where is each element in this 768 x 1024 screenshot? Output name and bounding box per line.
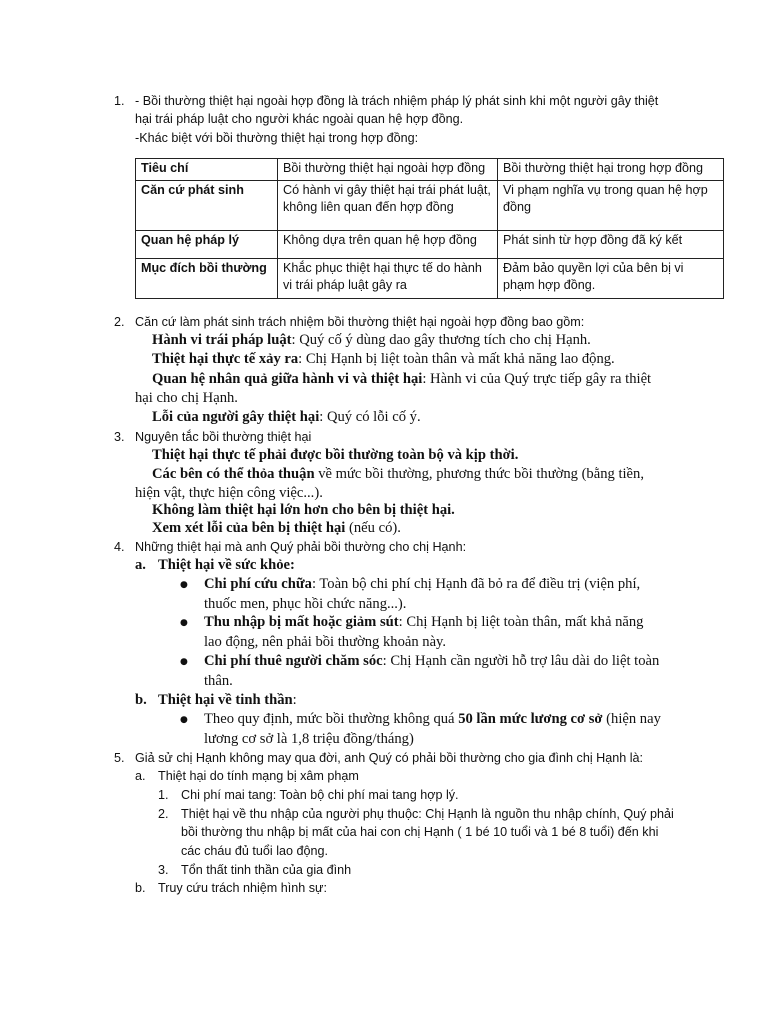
item-3-number: 3.	[114, 430, 125, 444]
item-3-point-a: Thiệt hại thực tế phải được bồi thường toàn bộ và kịp thời.	[152, 447, 519, 463]
item-2-number: 2.	[114, 315, 125, 329]
item-5a-sub-3-label: 3.	[158, 863, 169, 877]
item-5a-sub-2-line-2: bồi thường thu nhập bị mất của hai con chị Hạnh ( 1 bé 10 tuổi và 1 bé 8 tuổi) đến khi	[181, 825, 659, 839]
item-1-line-1: - Bồi thường thiệt hại ngoài hợp đồng là trách nhiệm pháp lý phát sinh khi một người gây thiệt	[135, 94, 659, 108]
table-cell: Quan hệ pháp lý	[136, 231, 278, 259]
item-4b-label: b.	[135, 692, 147, 708]
item-5a-sub-1-label: 1.	[158, 788, 169, 802]
table-header-row	[136, 159, 724, 181]
item-5b-text: Truy cứu trách nhiệm hình sự:	[158, 881, 327, 895]
item-4-intro: Những thiệt hại mà anh Quý phải bồi thường cho chị Hạnh:	[135, 540, 467, 554]
item-4a-title: Thiệt hại về sức khỏe:	[158, 557, 295, 573]
item-4a-bullet-1: Chi phí cứu chữa: Toàn bộ chi phí chị Hạnh đã bỏ ra để điều trị (viện phí,	[204, 576, 641, 592]
item-4b-title: Thiệt hại về tinh thần:	[158, 692, 297, 708]
item-4a-bullet-3: Chi phí thuê người chăm sóc: Chị Hạnh cần người hỗ trợ lâu dài do liệt toàn	[204, 653, 660, 669]
item-4a-label: a.	[135, 557, 146, 573]
item-3-point-d: Xem xét lỗi của bên bị thiệt hại (nếu có).	[152, 520, 401, 536]
item-5a-sub-1-text: Chi phí mai tang: Toàn bộ chi phí mai tang hợp lý.	[181, 788, 459, 802]
item-5a-sub-3-text: Tổn thất tinh thần của gia đình	[181, 863, 352, 877]
table-header-cell: Tiêu chí	[136, 159, 278, 181]
item-4-number: 4.	[114, 540, 125, 554]
item-4b-bullet-1-cont: lương cơ sở là 1,8 triệu đồng/tháng)	[204, 731, 414, 747]
comparison-table	[135, 158, 724, 299]
item-3-intro: Nguyên tắc bồi thường thiệt hại	[135, 430, 312, 444]
table-row	[136, 259, 724, 299]
table-cell: Mục đích bồi thường	[136, 259, 278, 299]
item-2-point-c-cont: hại cho chị Hạnh.	[135, 390, 238, 406]
item-5a-sub-2-line-3: các cháu đủ tuổi lao động.	[181, 844, 329, 858]
table-cell: Căn cứ phát sinh	[136, 181, 278, 231]
item-4a-bullet-1-cont: thuốc men, phục hồi chức năng...).	[204, 596, 407, 612]
item-5a-sub-2-line-1: Thiệt hại về thu nhập của người phụ thuộc: Chị Hạnh là nguồn thu nhập chính, Quý phải	[181, 807, 674, 821]
item-3-point-b: Các bên có thể thỏa thuận về mức bồi thường, phương thức bồi thường (bằng tiền,	[152, 466, 644, 482]
table-row	[136, 181, 724, 231]
item-4a-bullet-3-cont: thân.	[204, 673, 233, 689]
item-2-point-a: Hành vi trái pháp luật: Quý cố ý dùng dao gây thương tích cho chị Hạnh.	[152, 332, 591, 348]
bullet-icon: ●	[180, 715, 188, 725]
item-1-line-3: -Khác biệt với bồi thường thiệt hại trong hợp đồng:	[135, 131, 419, 145]
table-header-cell: Bồi thường thiệt hại ngoài hợp đồng	[278, 159, 498, 181]
bullet-icon: ●	[180, 618, 188, 628]
bullet-icon: ●	[180, 657, 188, 667]
table-header-cell: Bồi thường thiệt hại trong hợp đồng	[498, 159, 724, 181]
item-2-point-c: Quan hệ nhân quả giữa hành vi và thiệt hại: Hành vi của Quý trực tiếp gây ra thiệt	[152, 371, 652, 387]
table-row	[136, 231, 724, 259]
item-1-line-2: hại trái pháp luật cho người khác ngoài quan hệ hợp đồng.	[135, 112, 464, 126]
item-3-point-b-cont: hiện vật, thực hiện công việc...).	[135, 485, 323, 501]
table-cell: Đảm bảo quyền lợi của bên bị vi phạm hợp đồng.	[498, 259, 724, 299]
item-5a-sub-2-label: 2.	[158, 807, 169, 821]
item-4b-bullet-1: Theo quy định, mức bồi thường không quá 50 lần mức lương cơ sở (hiện nay	[204, 711, 661, 727]
table-cell: Khắc phục thiệt hại thực tế do hành vi trái pháp luật gây ra	[278, 259, 498, 299]
item-2-point-d: Lỗi của người gây thiệt hại: Quý có lỗi cố ý.	[152, 409, 421, 425]
item-4a-bullet-2-cont: lao động, nên phải bồi thường khoản này.	[204, 634, 447, 650]
item-5a-text: Thiệt hại do tính mạng bị xâm phạm	[158, 769, 359, 783]
item-5b-label: b.	[135, 881, 146, 895]
item-2-point-b: Thiệt hại thực tế xảy ra: Chị Hạnh bị liệt toàn thân và mất khả năng lao động.	[152, 351, 615, 367]
bullet-icon: ●	[180, 580, 188, 590]
item-5-number: 5.	[114, 751, 125, 765]
table-cell: Không dựa trên quan hệ hợp đồng	[278, 231, 498, 259]
item-2-intro: Căn cứ làm phát sinh trách nhiệm bồi thường thiệt hại ngoài hợp đồng bao gồm:	[135, 315, 585, 329]
item-1-number: 1.	[114, 94, 125, 108]
table-cell: Vi phạm nghĩa vụ trong quan hệ hợp đồng	[498, 181, 724, 231]
item-5-intro: Giả sử chị Hạnh không may qua đời, anh Quý có phải bồi thường cho gia đình chị Hạnh là:	[135, 751, 644, 765]
item-3-point-c: Không làm thiệt hại lớn hơn cho bên bị thiệt hại.	[152, 502, 455, 518]
table-cell: Phát sinh từ hợp đồng đã ký kết	[498, 231, 724, 259]
item-4a-bullet-2: Thu nhập bị mất hoặc giảm sút: Chị Hạnh bị liệt toàn thân, mất khả năng	[204, 614, 644, 630]
item-5a-label: a.	[135, 769, 146, 783]
table-cell: Có hành vi gây thiệt hại trái phát luật, không liên quan đến hợp đồng	[278, 181, 498, 231]
